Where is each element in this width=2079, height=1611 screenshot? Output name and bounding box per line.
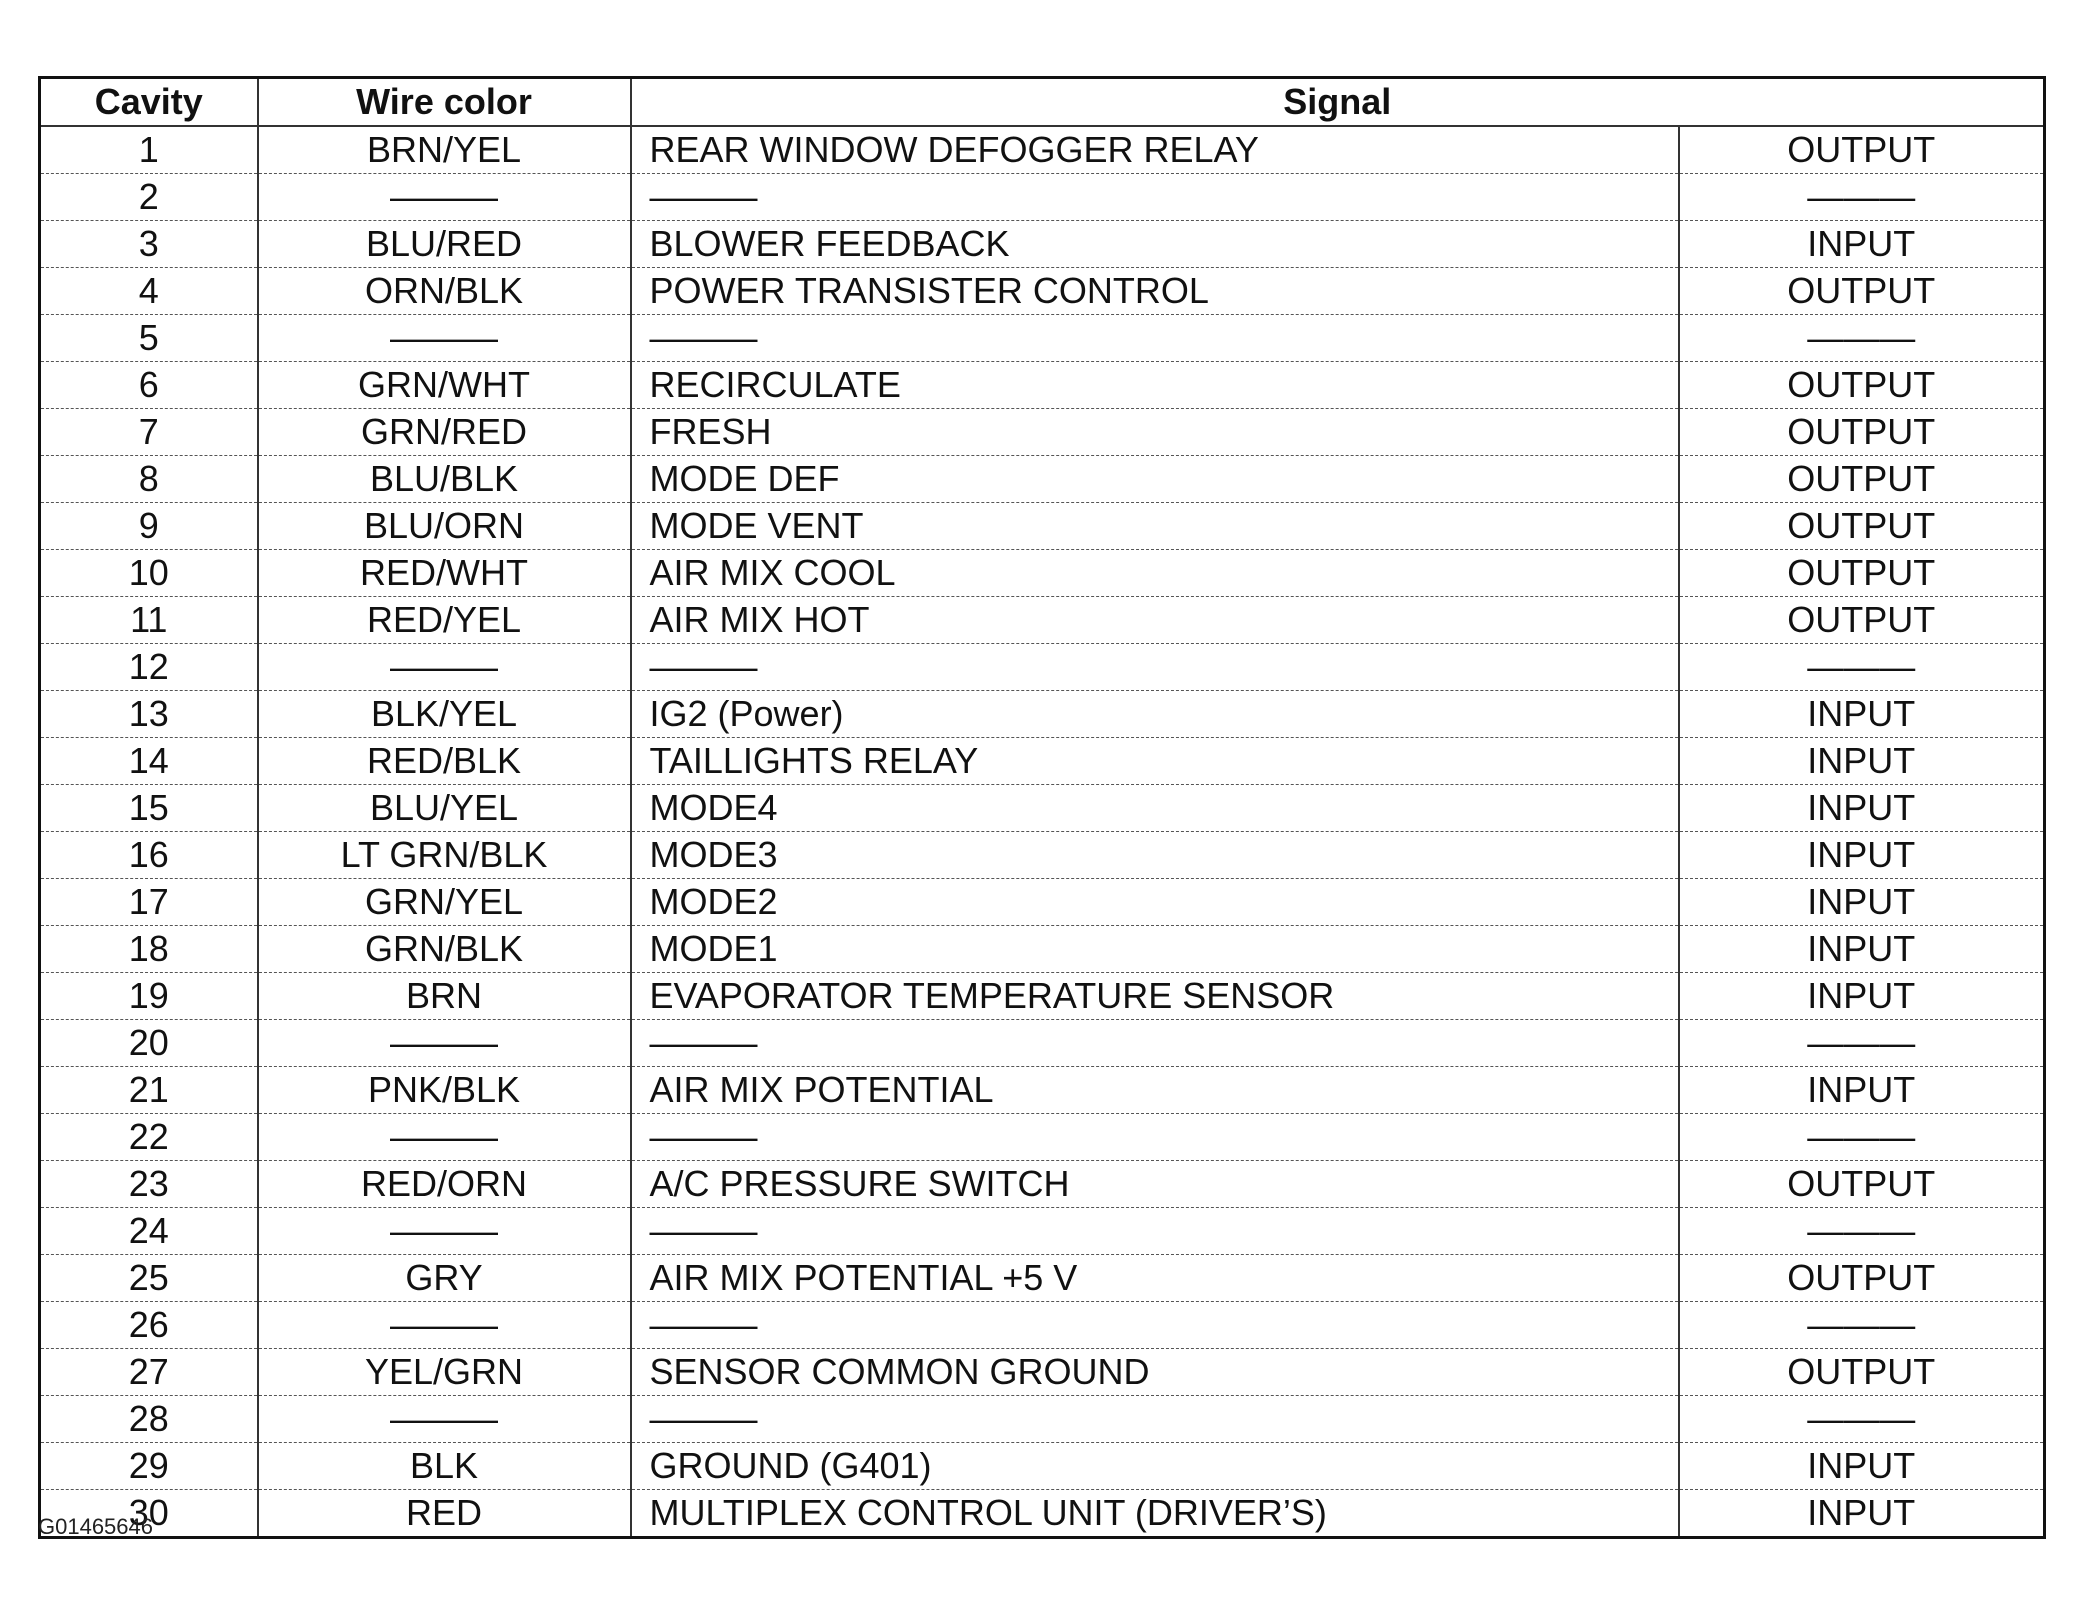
table-row <box>40 1020 2045 1067</box>
signal-description-cell: MODE2 <box>631 879 1679 926</box>
cavity-cell: 29 <box>40 1443 258 1490</box>
table-row <box>40 362 2045 409</box>
cavity-cell: 18 <box>40 926 258 973</box>
signal-description-cell: MODE DEF <box>631 456 1679 503</box>
cavity-cell: 23 <box>40 1161 258 1208</box>
signal-direction-cell: OUTPUT <box>1679 503 2045 550</box>
cavity-cell: 30 <box>40 1490 258 1538</box>
cavity-cell: 13 <box>40 691 258 738</box>
table-row <box>40 1490 2045 1538</box>
signal-direction-cell: OUTPUT <box>1679 1255 2045 1302</box>
signal-direction-cell: ——— <box>1679 315 2045 362</box>
table-row <box>40 1349 2045 1396</box>
cavity-cell: 8 <box>40 456 258 503</box>
wire-color-cell: ORN/BLK <box>258 268 631 315</box>
table-row <box>40 832 2045 879</box>
signal-description-cell: SENSOR COMMON GROUND <box>631 1349 1679 1396</box>
signal-direction-cell: ——— <box>1679 1020 2045 1067</box>
cavity-cell: 4 <box>40 268 258 315</box>
cavity-cell: 22 <box>40 1114 258 1161</box>
signal-description-cell: BLOWER FEEDBACK <box>631 221 1679 268</box>
table-row <box>40 409 2045 456</box>
signal-direction-cell: INPUT <box>1679 832 2045 879</box>
wire-color-cell: ——— <box>258 1302 631 1349</box>
cavity-cell: 5 <box>40 315 258 362</box>
signal-direction-cell: OUTPUT <box>1679 1161 2045 1208</box>
cavity-cell: 9 <box>40 503 258 550</box>
cavity-cell: 12 <box>40 644 258 691</box>
table-row <box>40 597 2045 644</box>
signal-description-cell: MODE4 <box>631 785 1679 832</box>
wire-color-cell: BLK/YEL <box>258 691 631 738</box>
signal-description-cell: AIR MIX POTENTIAL <box>631 1067 1679 1114</box>
signal-description-cell: ——— <box>631 644 1679 691</box>
cavity-cell: 21 <box>40 1067 258 1114</box>
header-cavity: Cavity <box>40 78 258 127</box>
signal-direction-cell: INPUT <box>1679 973 2045 1020</box>
wire-color-cell: GRN/YEL <box>258 879 631 926</box>
signal-description-cell: ——— <box>631 1020 1679 1067</box>
table-row <box>40 456 2045 503</box>
wire-color-cell: ——— <box>258 1020 631 1067</box>
signal-description-cell: IG2 (Power) <box>631 691 1679 738</box>
signal-description-cell: MODE VENT <box>631 503 1679 550</box>
table-row <box>40 503 2045 550</box>
signal-direction-cell: INPUT <box>1807 1492 1916 1533</box>
cavity-cell: 16 <box>40 832 258 879</box>
wire-color-cell: YEL/GRN <box>258 1349 631 1396</box>
wire-color-cell: RED <box>258 1490 631 1538</box>
signal-direction-cell: ——— <box>1679 174 2045 221</box>
cavity-cell: 6 <box>40 362 258 409</box>
table-row <box>40 1255 2045 1302</box>
signal-description-cell: RECIRCULATE <box>631 362 1679 409</box>
table-row <box>40 926 2045 973</box>
cavity-cell: 1 <box>40 126 258 174</box>
connector-pinout-table <box>38 76 2046 1539</box>
signal-description-cell: MODE1 <box>631 926 1679 973</box>
wire-color-cell: GRN/RED <box>258 409 631 456</box>
signal-direction-cell: ——— <box>1679 1396 2045 1443</box>
wire-color-cell: BLU/YEL <box>258 785 631 832</box>
table-row <box>40 785 2045 832</box>
wire-color-cell: RED/WHT <box>258 550 631 597</box>
signal-direction-cell: OUTPUT <box>1679 1349 2045 1396</box>
cavity-cell: 14 <box>40 738 258 785</box>
wire-color-cell: GRN/WHT <box>258 362 631 409</box>
cavity-cell: 28 <box>40 1396 258 1443</box>
table-row <box>40 738 2045 785</box>
signal-description-cell: GROUND (G401) <box>631 1443 1679 1490</box>
signal-direction-cell: INPUT <box>1679 1443 2045 1490</box>
signal-direction-cell: OUTPUT <box>1679 409 2045 456</box>
signal-direction-cell: OUTPUT <box>1679 126 2045 174</box>
wire-color-cell: ——— <box>258 315 631 362</box>
wire-color-cell: BLU/ORN <box>258 503 631 550</box>
table-row <box>40 174 2045 221</box>
signal-description-cell: AIR MIX POTENTIAL +5 V <box>631 1255 1679 1302</box>
table-row <box>40 691 2045 738</box>
signal-description-cell: ——— <box>631 1396 1679 1443</box>
signal-direction-cell: ——— <box>1679 1114 2045 1161</box>
cavity-cell: 26 <box>40 1302 258 1349</box>
table-row <box>40 1302 2045 1349</box>
header-wire-color: Wire color <box>258 78 631 127</box>
wire-color-cell: BRN <box>258 973 631 1020</box>
signal-description-cell: TAILLIGHTS RELAY <box>631 738 1679 785</box>
cavity-cell: 25 <box>40 1255 258 1302</box>
cavity-cell: 3 <box>40 221 258 268</box>
signal-description-cell: POWER TRANSISTER CONTROL <box>631 268 1679 315</box>
table-row <box>40 126 2045 174</box>
signal-direction-cell: ——— <box>1679 1208 2045 1255</box>
signal-description-cell: ——— <box>631 174 1679 221</box>
cavity-cell: 7 <box>40 409 258 456</box>
wire-color-cell: LT GRN/BLK <box>258 832 631 879</box>
signal-description-cell: ——— <box>631 1208 1679 1255</box>
signal-description-cell: AIR MIX HOT <box>631 597 1679 644</box>
signal-description-cell: REAR WINDOW DEFOGGER RELAY <box>631 126 1679 174</box>
signal-direction-cell: INPUT <box>1679 926 2045 973</box>
table-row <box>40 1208 2045 1255</box>
signal-direction-cell: INPUT <box>1679 738 2045 785</box>
table-row <box>40 644 2045 691</box>
table-row <box>40 879 2045 926</box>
signal-description-cell: MULTIPLEX CONTROL UNIT (DRIVER’S) <box>631 1490 1679 1538</box>
header-signal: Signal <box>631 78 2045 127</box>
signal-direction-cell: INPUT <box>1679 785 2045 832</box>
cavity-cell: 15 <box>40 785 258 832</box>
wire-color-cell: RED/BLK <box>258 738 631 785</box>
signal-description-cell: MODE3 <box>631 832 1679 879</box>
table-row <box>40 1067 2045 1114</box>
table-row <box>40 1443 2045 1490</box>
wire-color-cell: BRN/YEL <box>258 126 631 174</box>
table-body <box>40 126 2045 1538</box>
cavity-cell: 24 <box>40 1208 258 1255</box>
wire-color-cell: ——— <box>258 1396 631 1443</box>
wire-color-cell: BLK <box>258 1443 631 1490</box>
signal-direction-cell: OUTPUT <box>1679 362 2045 409</box>
table-row <box>40 550 2045 597</box>
signal-description-cell: ——— <box>631 1114 1679 1161</box>
signal-description-cell: FRESH <box>631 409 1679 456</box>
signal-direction-cell: ——— <box>1679 1302 2045 1349</box>
wire-color-cell: ——— <box>258 174 631 221</box>
signal-direction-cell: INPUT <box>1679 691 2045 738</box>
signal-direction-cell: OUTPUT <box>1679 550 2045 597</box>
signal-direction-cell: OUTPUT <box>1679 268 2045 315</box>
wire-color-cell: RED/YEL <box>258 597 631 644</box>
table-row <box>40 268 2045 315</box>
table-row <box>40 973 2045 1020</box>
signal-description-cell: ——— <box>631 315 1679 362</box>
signal-direction-cell: INPUT <box>1679 879 2045 926</box>
wire-color-cell: ——— <box>258 1114 631 1161</box>
signal-description-cell: EVAPORATOR TEMPERATURE SENSOR <box>631 973 1679 1020</box>
cavity-cell: 20 <box>40 1020 258 1067</box>
wire-color-cell: BLU/RED <box>258 221 631 268</box>
cavity-cell: 19 <box>40 973 258 1020</box>
table-row <box>40 1114 2045 1161</box>
wire-color-cell: PNK/BLK <box>258 1067 631 1114</box>
table-row <box>40 315 2045 362</box>
table-row <box>40 1396 2045 1443</box>
signal-description-cell: ——— <box>631 1302 1679 1349</box>
wire-color-cell: BLU/BLK <box>258 456 631 503</box>
wire-color-cell: RED/ORN <box>258 1161 631 1208</box>
signal-direction-cell: INPUT <box>1679 1067 2045 1114</box>
cavity-cell: 17 <box>40 879 258 926</box>
figure-id: G01465646 <box>38 1514 153 1539</box>
signal-description-cell: A/C PRESSURE SWITCH <box>631 1161 1679 1208</box>
wire-color-cell: ——— <box>258 1208 631 1255</box>
table-row <box>40 1161 2045 1208</box>
signal-direction-cell: OUTPUT <box>1679 456 2045 503</box>
signal-description-cell: AIR MIX COOL <box>631 550 1679 597</box>
cavity-cell: 27 <box>40 1349 258 1396</box>
wire-color-cell: ——— <box>258 644 631 691</box>
cavity-cell: 10 <box>40 550 258 597</box>
wire-color-cell: GRY <box>258 1255 631 1302</box>
table-row <box>40 221 2045 268</box>
cavity-cell: 2 <box>40 174 258 221</box>
wire-color-cell: GRN/BLK <box>258 926 631 973</box>
signal-direction-cell: OUTPUT <box>1679 597 2045 644</box>
cavity-cell: 11 <box>40 597 258 644</box>
signal-direction-cell: ——— <box>1679 644 2045 691</box>
signal-direction-cell: INPUT <box>1679 221 2045 268</box>
header-row <box>40 78 2045 127</box>
